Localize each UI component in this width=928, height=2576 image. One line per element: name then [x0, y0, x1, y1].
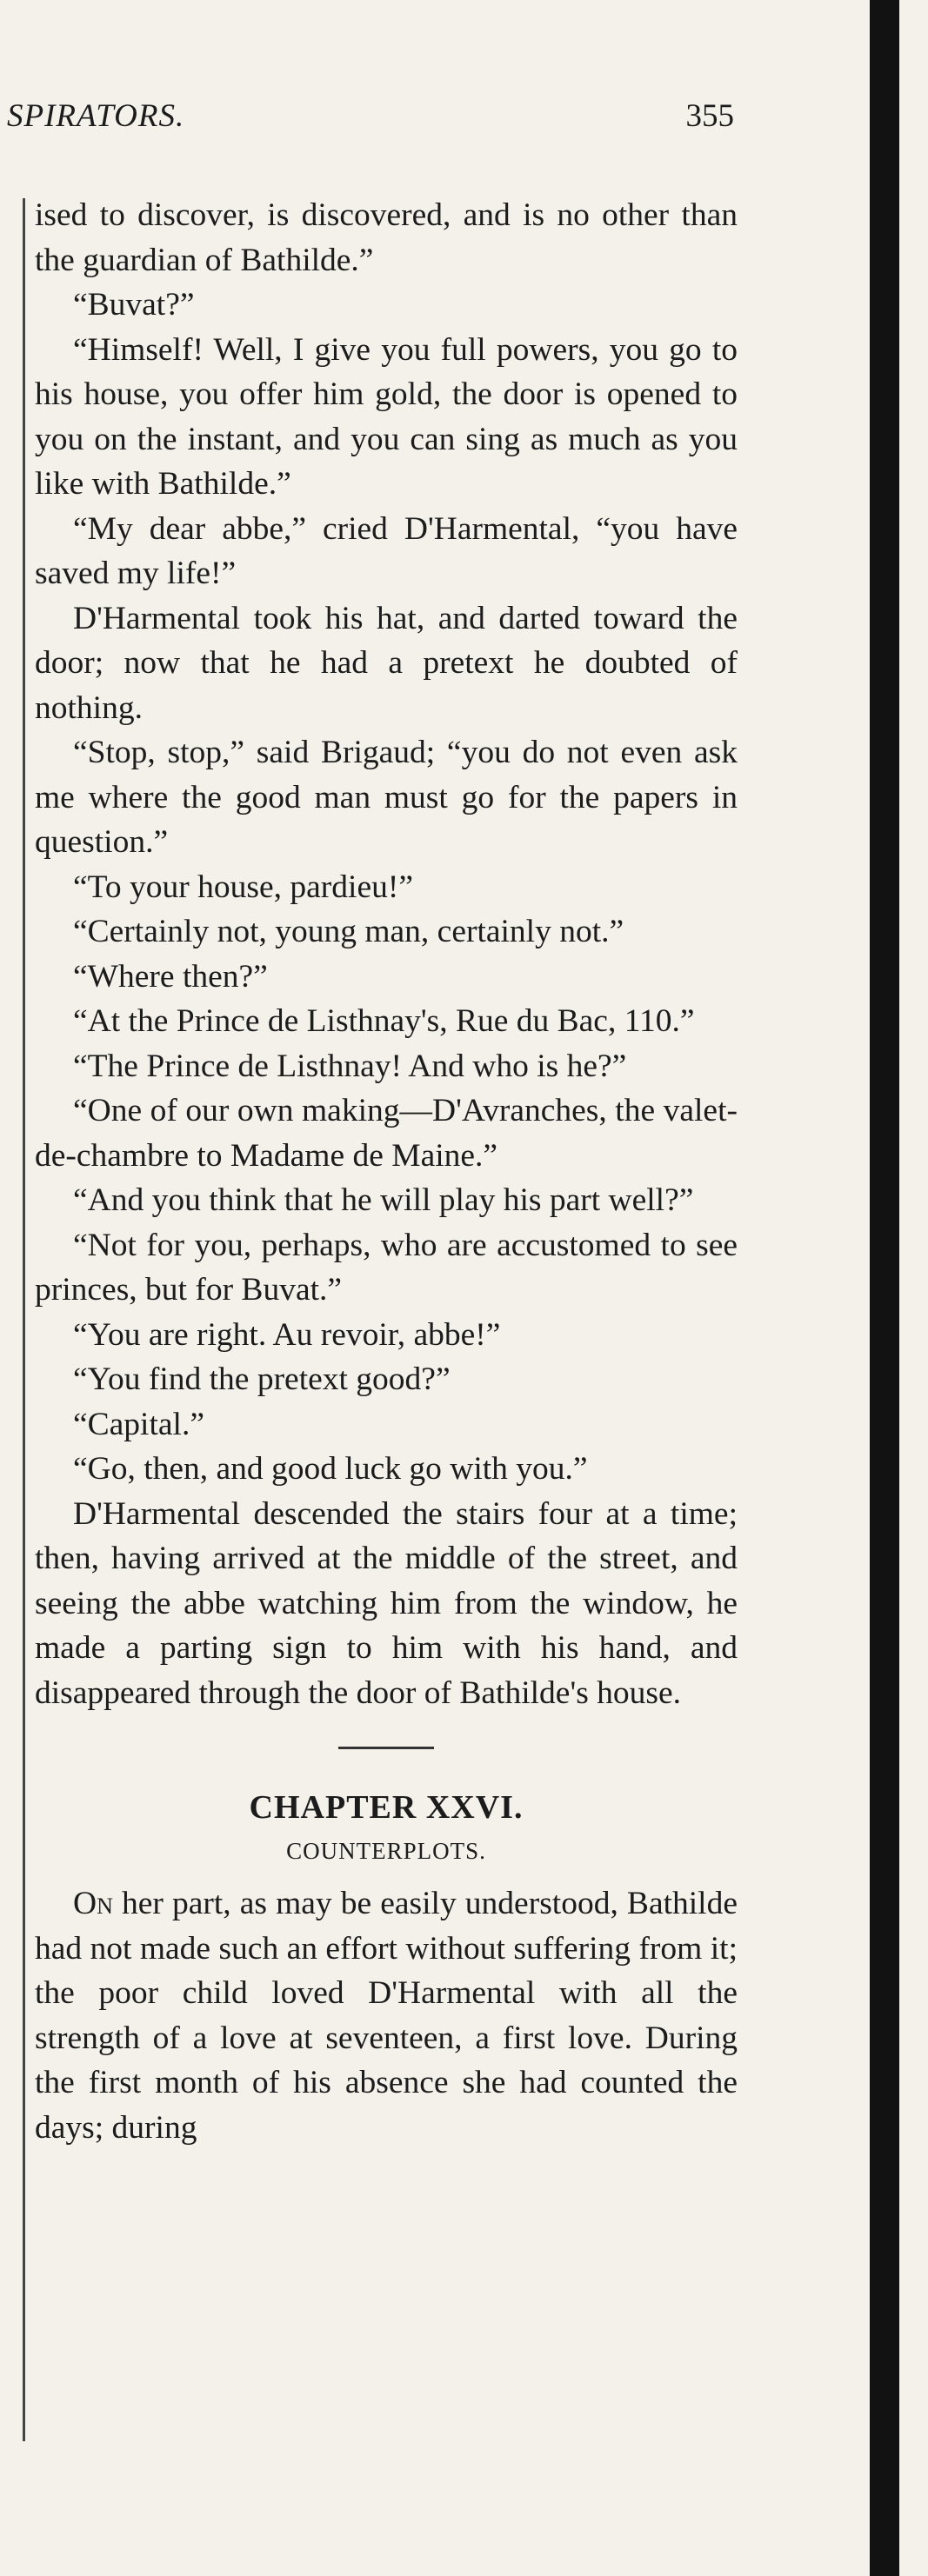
- paragraph: “The Prince de Listhnay! And who is he?”: [73, 1048, 627, 1084]
- drop-word: On: [73, 1886, 113, 1921]
- running-title: SPIRATORS.: [7, 98, 185, 134]
- paragraph: “Not for you, perhaps, who are accustomed to see princes, but for Buvat.”: [35, 1227, 738, 1308]
- paragraph: D'Harmental descended the stairs four at a time; then, having arrived at the middle of the street, and seeing the abbe watching him from the window, he made a parting sign to him with his hand, and disappeared through the door of Bathilde's house.: [35, 1495, 738, 1711]
- chapter-heading: CHAPTER XXVI.: [249, 1789, 524, 1826]
- paragraph: “Capital.”: [73, 1406, 204, 1442]
- page-edge-shadow: [870, 0, 899, 2576]
- paragraph: D'Harmental took his hat, and darted toward the door; now that he had a pretext he doubted of nothing.: [35, 600, 738, 726]
- paragraph: “Stop, stop,” said Brigaud; “you do not even ask me where the good man must go for the papers in question.”: [35, 735, 738, 860]
- paragraph: “To your house, pardieu!”: [73, 869, 413, 905]
- chapter-subtitle: COUNTERPLOTS.: [286, 1838, 486, 1864]
- section-divider: [338, 1747, 434, 1749]
- paragraph: “Himself! Well, I give you full powers, you go to his house, you offer him gold, the door is opened to you on the instant, and you can sing as much as you like with Bathilde.”: [35, 331, 738, 502]
- body-text: [35, 193, 738, 2150]
- paragraph: “At the Prince de Listhnay's, Rue du Bac, 110.”: [73, 1003, 695, 1039]
- paragraph: “My dear abbe,” cried D'Harmental, “you have saved my life!”: [35, 510, 738, 591]
- paragraph: “You find the pretext good?”: [73, 1361, 451, 1397]
- paragraph: “You are right. Au revoir, abbe!”: [73, 1316, 501, 1353]
- paragraph: “One of our own making—D'Avranches, the valet-de-chambre to Madame de Maine.”: [35, 1093, 738, 1174]
- paragraph: “Certainly not, young man, certainly not.”: [73, 914, 624, 949]
- paragraph: “Where then?”: [73, 958, 268, 995]
- margin-rule: [23, 198, 25, 2441]
- paragraph: “Go, then, and good luck go with you.”: [73, 1451, 588, 1487]
- running-head: [7, 97, 734, 141]
- paragraph: ised to discover, is discovered, and is no other than the guardian of Bathilde.”: [35, 197, 738, 278]
- page-number: 355: [685, 98, 734, 134]
- chapter-opening-text: her part, as may be easily understood, Bathilde had not made such an effort without suffering from it; the poor child loved D'Harmental with all the strength of a love at seventeen, a first love. During the first month of his absence she had counted the days; during: [35, 1886, 738, 2146]
- paragraph: “And you think that he will play his part well?”: [73, 1182, 694, 1218]
- chapter-opening-paragraph: [35, 1881, 738, 2150]
- paragraph: “Buvat?”: [73, 287, 195, 323]
